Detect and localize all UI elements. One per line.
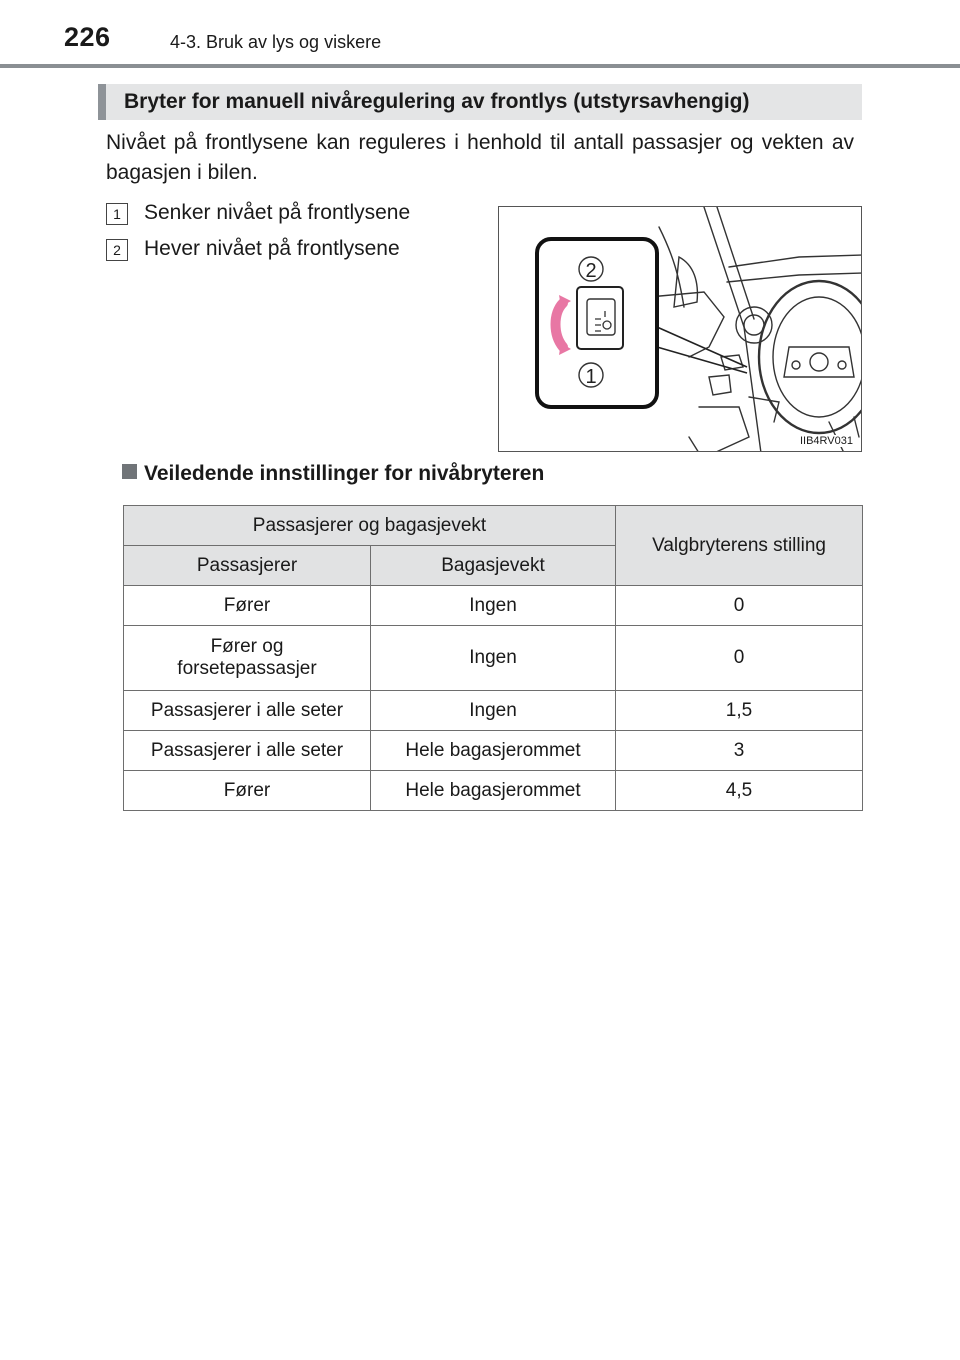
page-header [0, 0, 960, 70]
section-heading-bar [98, 84, 862, 120]
cell-luggage: Ingen [371, 626, 616, 691]
leveling-settings-table [123, 505, 863, 811]
table-row [124, 586, 863, 626]
header-switch-position: Valgbryterens stilling [616, 506, 863, 586]
header-divider [0, 64, 960, 68]
subsection-heading [122, 462, 544, 486]
cell-luggage: Hele bagasjerommet [371, 731, 616, 771]
callout-raise-label: 2 [585, 260, 597, 282]
step-number-badge: 1 [106, 203, 128, 225]
header-passengers: Passasjerer [124, 546, 371, 586]
cell-luggage: Ingen [371, 691, 616, 731]
cell-passengers-line1: Fører og [210, 636, 284, 657]
callout-lower-label: 1 [585, 366, 597, 388]
square-bullet-icon [122, 464, 137, 479]
step-text: Hever nivået på frontlysene [144, 237, 400, 260]
step-number-badge: 2 [106, 239, 128, 261]
dashboard-drawing [499, 207, 862, 452]
cell-luggage: Ingen [371, 586, 616, 626]
table-row [124, 691, 863, 731]
table-row [124, 626, 863, 691]
cell-passengers: Fører [124, 586, 371, 626]
cell-passengers: Fører [124, 771, 371, 811]
step-text: Senker nivået på frontlysene [144, 201, 411, 224]
header-luggage: Bagasjevekt [371, 546, 616, 586]
cell-position: 3 [616, 731, 863, 771]
cell-passengers: Passasjerer i alle seter [124, 731, 371, 771]
intro-paragraph: Nivået på frontlysene kan reguleres i henhold til antall passasjer og vekten av bagasjen i bilen. [106, 131, 854, 184]
figure-code: IIB4RV031 [799, 435, 853, 447]
subsection-heading-text: Veiledende innstillinger for nivåbryteren [144, 462, 545, 485]
cell-passengers: Passasjerer i alle seter [124, 691, 371, 731]
cell-position: 0 [616, 626, 863, 691]
table-row [124, 771, 863, 811]
cell-position: 0 [616, 586, 863, 626]
cell-position: 1,5 [616, 691, 863, 731]
page-number: 226 [64, 22, 111, 52]
section-heading: Bryter for manuell nivåregulering av frontlys (utstyrsavhengig) [124, 90, 750, 113]
cell-position: 4,5 [616, 771, 863, 811]
cell-passengers [124, 626, 371, 691]
headlight-switch-illustration [498, 206, 862, 452]
cell-luggage: Hele bagasjerommet [371, 771, 616, 811]
cell-passengers-line2: forsetepassasjer [177, 658, 317, 679]
table-row [124, 731, 863, 771]
header-passengers-luggage: Passasjerer og bagasjevekt [124, 506, 616, 546]
section-breadcrumb: 4-3. Bruk av lys og viskere [170, 32, 382, 52]
table-header-row [124, 506, 863, 546]
